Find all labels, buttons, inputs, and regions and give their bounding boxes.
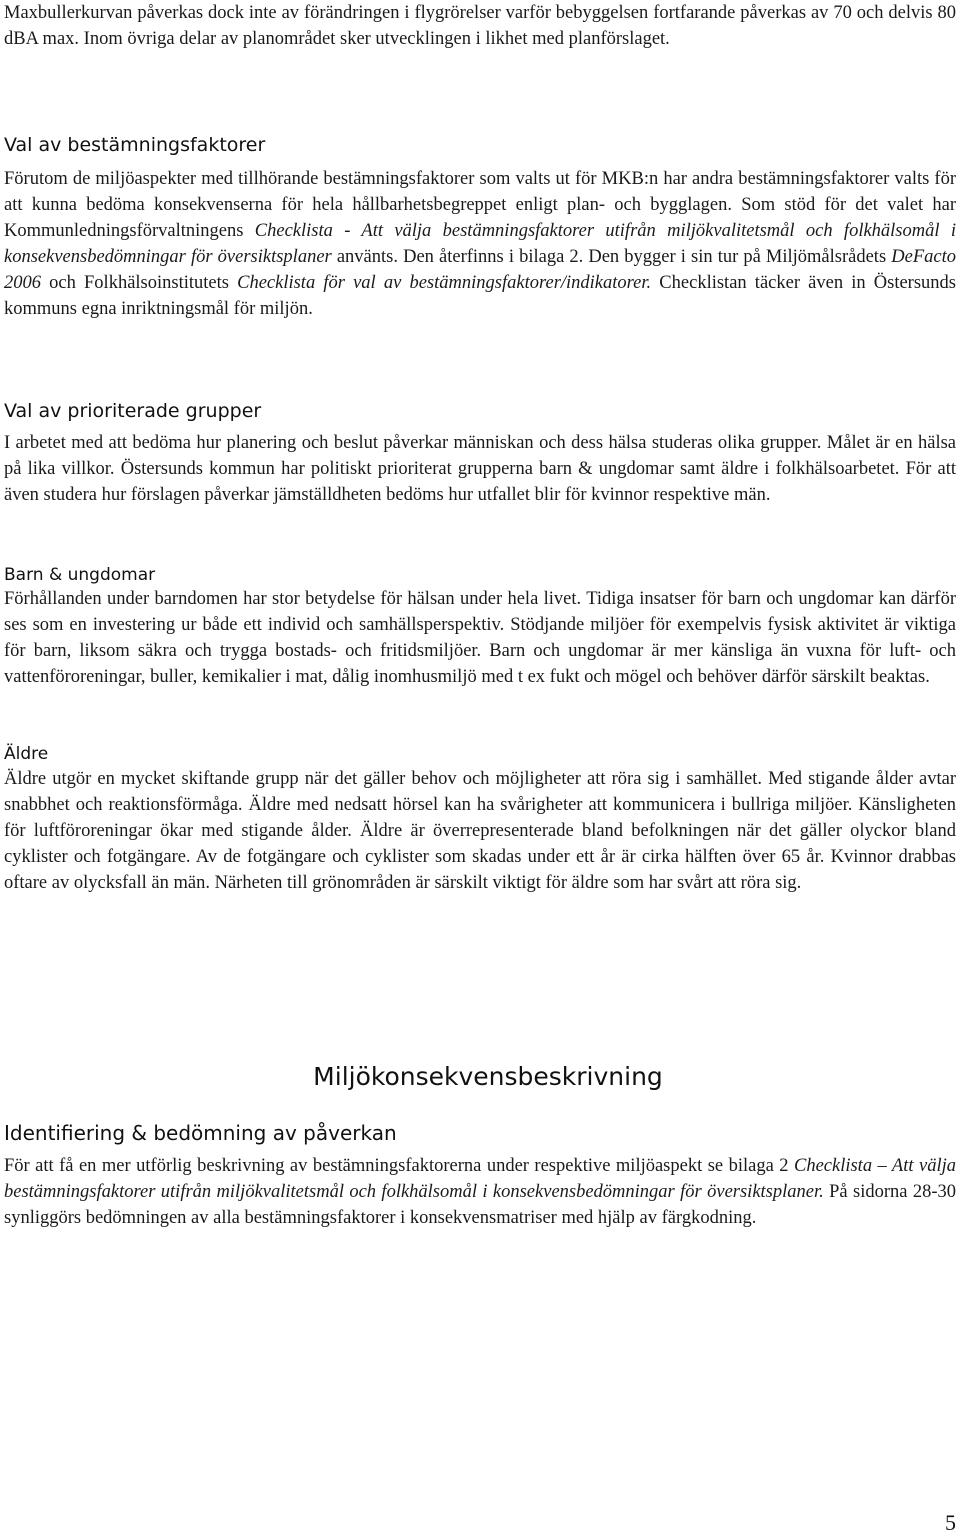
paragraph-barn-ungdomar: Förhållanden under barndomen har stor betydelse för hälsan under hela livet. Tidiga insatser för barn och ungdomar kan därför ses som en investering ur både ett individ och samhällsperspektiv. Stödjande miljöer för exempelvis fysisk aktivitet är viktiga för barn, liksom säkra och trygga bostads- och fritidsmiljöer. Barn och ungdomar är mer känsliga än vuxna för luft- och vattenföroreningar, buller, kemikalier i mat, dålig inomhusmiljö med t ex fukt och mögel och behöver därför särskilt beaktas. [4, 589, 956, 687]
italic-checklista-reference: Checklista – Att välja bestämningsfaktorer utifrån miljökvalitetsmål och folkhälsomål i konsekvensbedömningar för översiktsplaner. [4, 1156, 956, 1202]
chapter-title: Miljökonsekvensbeskrivning [313, 1062, 663, 1091]
paragraph-prioriterade-grupper: I arbetet med att bedöma hur planering och beslut påverkar människan och dess hälsa studeras olika grupper. Målet är en hälsa på lika villkor. Östersunds kommun har politiskt prioriterat grupperna barn & ungdomar samt äldre i folkhälsoarbetet. För att även studera hur förslagen påverkar jämställdheten bedöms hur utfallet blir för kvinnor respektive män. [4, 433, 956, 505]
heading-val-av-prioriterade-grupper: Val av prioriterade grupper [4, 400, 262, 422]
heading-identifiering-bedomning: Identifiering & bedömning av påverkan [4, 1121, 397, 1145]
heading-barn-ungdomar: Barn & ungdomar [4, 565, 156, 585]
text-segment: använts. Den återfinns i bilaga 2. Den bygger i sin tur på Miljömålsrådets [331, 247, 892, 267]
italic-defacto: DeFacto 2006 [4, 247, 956, 293]
intro-paragraph: Maxbullerkurvan påverkas dock inte av förändringen i flygrörelser varför bebyggelsen fortfarande påverkas av 70 och delvis 80 dBA max. Inom övriga delar av planområdet sker utvecklingen i likhet med planförslaget. [4, 3, 956, 49]
page-number: 5 [945, 1510, 956, 1535]
paragraph-bestamningsfaktorer [4, 166, 956, 322]
heading-val-av-bestamningsfaktorer: Val av bestämningsfaktorer [4, 134, 266, 156]
heading-aldre: Äldre [4, 744, 49, 764]
text-segment: Förutom de miljöaspekter med tillhörande bestämningsfaktorer som valts ut för MKB:n har andra bestämningsfaktorer valts för att kunna bedöma konsekvenserna för hela hållbarhetsbegreppet enligt plan- och bygglagen. Som stöd för det valet har Kommunledningsförvaltningens [4, 169, 956, 241]
italic-checklista-indikatorer: Checklista för val av bestämningsfaktorer/indikatorer. [237, 273, 652, 293]
text-segment: För att få en mer utförlig beskrivning av bestämningsfaktorerna under respektive miljöaspekt se bilaga 2 [4, 1156, 794, 1176]
paragraph-identifiering [4, 1153, 956, 1231]
italic-checklista-title: Checklista - Att välja bestämningsfaktorer utifrån miljökvalitetsmål och folkhälsomål i konsekvensbedömningar för översiktsplaner [4, 221, 956, 267]
text-segment: och Folkhälsoinstitutets [41, 273, 238, 293]
text-segment: Checklistan täcker även in Östersunds kommuns egna inriktningsmål för miljön. [4, 273, 956, 319]
paragraph-aldre: Äldre utgör en mycket skiftande grupp när det gäller behov och möjligheter att röra sig i samhället. Med stigande ålder avtar snabbhet och reaktionsförmåga. Äldre med nedsatt hörsel kan ha svårigheter att kommunicera i bullriga miljöer. Känsligheten för luftföroreningar ökar med stigande ålder. Äldre är överrepresenterade bland befolkningen när det gäller olyckor bland cyklister och fotgängare. Av de fotgängare och cyklister som skadas under ett år är cirka hälften över 65 år. Kvinnor drabbas oftare av olycksfall än män. Närheten till grönområden är särskilt viktigt för äldre som har svårt att röra sig. [4, 769, 956, 893]
text-segment: På sidorna 28-30 synliggörs bedömningen av alla bestämningsfaktorer i konsekvensmatriser med hjälp av färgkodning. [4, 1182, 957, 1228]
